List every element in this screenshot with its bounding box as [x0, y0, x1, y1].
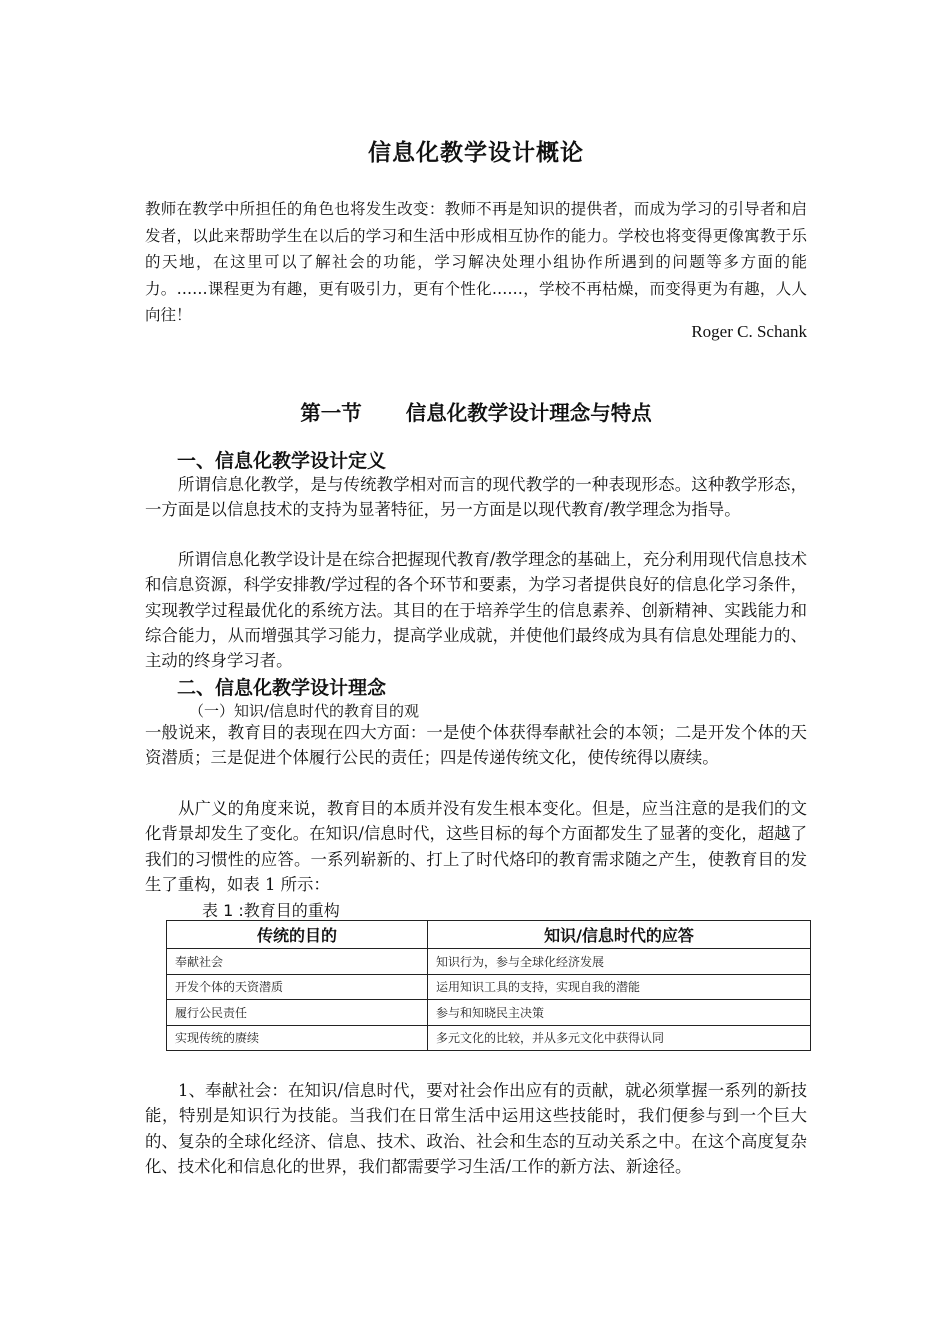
table-row — [167, 1000, 811, 1026]
subheading-education-purpose: （一）知识/信息时代的教育目的观 — [189, 702, 420, 720]
table-cell: 运用知识工具的支持，实现自我的潜能 — [428, 974, 811, 1000]
section-title: 信息化教学设计理念与特点 — [405, 401, 652, 425]
table-row — [167, 1025, 811, 1051]
table-cell: 参与和知晓民主决策 — [428, 1000, 811, 1026]
document-title: 信息化教学设计概论 — [368, 140, 584, 166]
section-number: 第一节 — [300, 401, 362, 425]
table-cell: 开发个体的天资潜质 — [167, 974, 428, 1000]
paragraph-serve-society: 1、奉献社会：在知识/信息时代，要对社会作出应有的贡献，就必须掌握一系列的新技能，特别是知识行为技能。当我们在日常生活中运用这些技能时，我们便参与到一个巨大的、复杂的全球化经济、信息、技术、政治、社会和生态的互动关系之中。在这个高度复杂化、技术化和信息化的世界，我们都需要学习生活/工作的新方法、新途径。 — [145, 1081, 807, 1176]
table-cell: 奉献社会 — [167, 949, 428, 975]
heading-definition: 一、信息化教学设计定义 — [177, 450, 387, 472]
table-header-response: 知识/信息时代的应答 — [428, 921, 811, 949]
paragraph-definition-1: 所谓信息化教学，是与传统教学相对而言的现代教学的一种表现形态。这种教学形态，一方面是以信息技术的支持为显著特征，另一方面是以现代教育/教学理念为指导。 — [145, 475, 807, 520]
table-caption: 表 1 :教育目的重构 — [202, 901, 340, 920]
table-header-traditional: 传统的目的 — [167, 921, 428, 949]
table-cell: 知识行为，参与全球化经济发展 — [428, 949, 811, 975]
table-cell: 多元文化的比较，并从多元文化中获得认同 — [428, 1025, 811, 1051]
table-cell: 履行公民责任 — [167, 1000, 428, 1026]
epigraph-quote: 教师在教学中所担任的角色也将发生改变：教师不再是知识的提供者，而成为学习的引导者和启发者，以此来帮助学生在以后的学习和生活中形成相互协作的能力。学校也将变得更像寓教于乐的天地，在这里可以了解社会的功能，学习解决处理小组协作所遇到的问题等多方面的能力。……课程更为有趣，更有吸引力，更有个性化……，学校不再枯燥，而变得更为有趣，人人向往！ — [145, 200, 807, 324]
table-header-row — [167, 921, 811, 949]
heading-concept: 二、信息化教学设计理念 — [177, 677, 387, 699]
education-goals-table — [166, 920, 811, 1051]
epigraph-author: Roger C. Schank — [691, 322, 807, 341]
table-row — [167, 949, 811, 975]
paragraph-purpose-1: 一般说来，教育目的表现在四大方面：一是使个体获得奉献社会的本领；二是开发个体的天资潜质；三是促进个体履行公民的责任；四是传递传统文化，使传统得以赓续。 — [145, 723, 807, 768]
table-cell: 实现传统的赓续 — [167, 1025, 428, 1051]
paragraph-definition-2: 所谓信息化教学设计是在综合把握现代教育/教学理念的基础上，充分利用现代信息技术和信息资源，科学安排教/学过程的各个环节和要素，为学习者提供良好的信息化学习条件，实现教学过程最优化的系统方法。其目的在于培养学生的信息素养、创新精神、实践能力和综合能力，从而增强其学习能力，提高学业成就，并使他们最终成为具有信息处理能力的、主动的终身学习者。 — [145, 550, 807, 671]
paragraph-purpose-2: 从广义的角度来说，教育目的本质并没有发生根本变化。但是，应当注意的是我们的文化背景却发生了变化。在知识/信息时代，这些目标的每个方面都发生了显著的变化，超越了我们的习惯性的应答。一系列崭新的、打上了时代烙印的教育需求随之产生，使教育目的发生了重构，如表 1 所示： — [145, 799, 807, 894]
table-row — [167, 974, 811, 1000]
section-heading — [145, 396, 807, 426]
